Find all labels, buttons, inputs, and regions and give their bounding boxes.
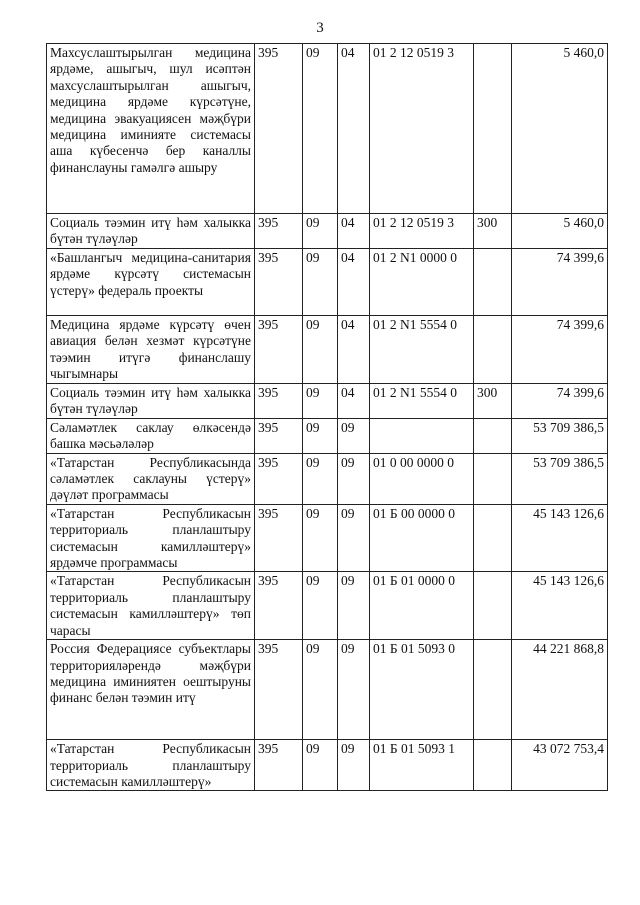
row-amount: 53 709 386,5 xyxy=(512,453,608,504)
row-target: 01 2 12 0519 3 xyxy=(370,44,474,214)
row-amount: 53 709 386,5 xyxy=(512,418,608,453)
row-ministry: 395 xyxy=(255,640,303,740)
row-subsection: 09 xyxy=(338,640,370,740)
row-amount: 5 460,0 xyxy=(512,214,608,249)
row-vr: 300 xyxy=(474,214,512,249)
table-row xyxy=(47,640,608,740)
table-row xyxy=(47,572,608,640)
row-ministry: 395 xyxy=(255,504,303,572)
row-amount: 43 072 753,4 xyxy=(512,740,608,791)
row-ministry: 395 xyxy=(255,572,303,640)
row-vr xyxy=(474,504,512,572)
budget-table xyxy=(46,43,608,791)
row-target: 01 Б 00 0000 0 xyxy=(370,504,474,572)
row-target: 01 Б 01 0000 0 xyxy=(370,572,474,640)
table-row xyxy=(47,214,608,249)
row-ministry: 395 xyxy=(255,44,303,214)
row-target: 01 2 N1 0000 0 xyxy=(370,249,474,316)
row-section: 09 xyxy=(303,453,338,504)
row-vr xyxy=(474,316,512,384)
page-number: 3 xyxy=(316,20,324,36)
table-row xyxy=(47,418,608,453)
row-target: 01 Б 01 5093 0 xyxy=(370,640,474,740)
row-name: «Татарстан Республикасын территориаль планлаштыру системасын камилләштерү» төп чарасы xyxy=(47,572,255,640)
row-target: 01 Б 01 5093 1 xyxy=(370,740,474,791)
row-name: «Башлангыч медицина-санитария ярдәме күрсәтү системасын үстерү» федераль проекты xyxy=(47,249,255,316)
row-vr xyxy=(474,640,512,740)
row-vr xyxy=(474,418,512,453)
row-section: 09 xyxy=(303,316,338,384)
row-ministry: 395 xyxy=(255,214,303,249)
row-ministry: 395 xyxy=(255,418,303,453)
row-target: 01 2 N1 5554 0 xyxy=(370,383,474,418)
row-ministry: 395 xyxy=(255,383,303,418)
row-section: 09 xyxy=(303,572,338,640)
row-subsection: 09 xyxy=(338,572,370,640)
row-name: Россия Федерациясе субъектлары территорияләрендә мәҗбүри медицина иминиятен оештыруны финанс белән тәэмин итү xyxy=(47,640,255,740)
row-subsection: 04 xyxy=(338,249,370,316)
row-vr xyxy=(474,740,512,791)
row-name: Сәламәтлек саклау өлкәсендә башка мәсьәләләр xyxy=(47,418,255,453)
row-section: 09 xyxy=(303,44,338,214)
row-section: 09 xyxy=(303,418,338,453)
row-amount: 74 399,6 xyxy=(512,383,608,418)
row-target: 01 2 N1 5554 0 xyxy=(370,316,474,384)
table-row xyxy=(47,453,608,504)
row-subsection: 04 xyxy=(338,214,370,249)
row-name: Социаль тәэмин итү һәм халыкка бүтән түләүләр xyxy=(47,214,255,249)
row-section: 09 xyxy=(303,249,338,316)
row-name: «Татарстан Республикасын территориаль планлаштыру системасын камилләштерү» xyxy=(47,740,255,791)
row-amount: 44 221 868,8 xyxy=(512,640,608,740)
row-vr xyxy=(474,453,512,504)
table-row xyxy=(47,504,608,572)
row-subsection: 09 xyxy=(338,740,370,791)
table-row xyxy=(47,249,608,316)
row-name: «Татарстан Республикасында сәламәтлек саклауны үстерү» дәүләт программасы xyxy=(47,453,255,504)
row-amount: 74 399,6 xyxy=(512,249,608,316)
row-ministry: 395 xyxy=(255,249,303,316)
row-ministry: 395 xyxy=(255,740,303,791)
row-vr: 300 xyxy=(474,383,512,418)
row-vr xyxy=(474,249,512,316)
row-vr xyxy=(474,572,512,640)
row-subsection: 04 xyxy=(338,44,370,214)
row-subsection: 09 xyxy=(338,418,370,453)
table-row xyxy=(47,316,608,384)
row-amount: 45 143 126,6 xyxy=(512,504,608,572)
row-section: 09 xyxy=(303,383,338,418)
row-name: Медицина ярдәме күрсәтү өчен авиация белән хезмәт күрсәтүне тәэмин итүгә финанслашу чыгымнары xyxy=(47,316,255,384)
row-subsection: 04 xyxy=(338,383,370,418)
row-vr xyxy=(474,44,512,214)
row-name: Махсуслаштырылган медицина ярдәме, ашыгыч, шул исәптән махсуслаштырылган ашыгыч, медицина ярдәме күрсәтүне, медицина эвакуациясен мәҗбүри медицина иминияте системасы аша күбесенчә бер каналлы финанслауны гамәлгә ашыру xyxy=(47,44,255,214)
row-subsection: 04 xyxy=(338,316,370,384)
row-target: 01 0 00 0000 0 xyxy=(370,453,474,504)
row-amount: 45 143 126,6 xyxy=(512,572,608,640)
row-ministry: 395 xyxy=(255,453,303,504)
row-section: 09 xyxy=(303,504,338,572)
row-target: 01 2 12 0519 3 xyxy=(370,214,474,249)
row-section: 09 xyxy=(303,740,338,791)
row-target xyxy=(370,418,474,453)
row-amount: 74 399,6 xyxy=(512,316,608,384)
table-row xyxy=(47,740,608,791)
row-name: «Татарстан Республикасын территориаль планлаштыру системасын камилләштерү» ярдәмче программасы xyxy=(47,504,255,572)
table-row xyxy=(47,44,608,214)
row-section: 09 xyxy=(303,214,338,249)
row-section: 09 xyxy=(303,640,338,740)
row-amount: 5 460,0 xyxy=(512,44,608,214)
row-name: Социаль тәэмин итү һәм халыкка бүтән түләүләр xyxy=(47,383,255,418)
row-subsection: 09 xyxy=(338,504,370,572)
row-subsection: 09 xyxy=(338,453,370,504)
table-row xyxy=(47,383,608,418)
row-ministry: 395 xyxy=(255,316,303,384)
